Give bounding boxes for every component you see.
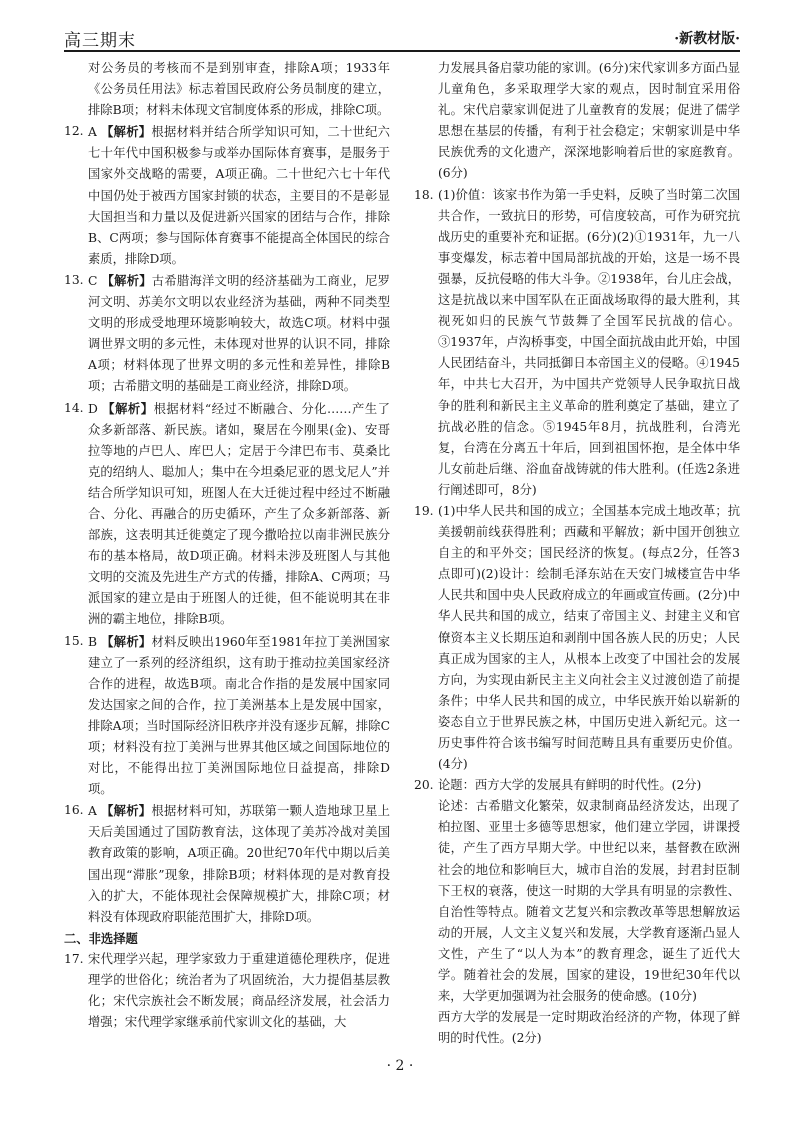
section-heading: 二、非选择题 [64,930,138,946]
conclusion-text: 西方大学的发展是一定时期政治经济的产物，体现了鲜明的时代性。(2分) [438,1010,740,1046]
answer-choice: C [88,273,98,288]
analysis-text: 古希腊海洋文明的经济基础为工商业，尼罗河文明、苏美尔文明以农业经济为基础，两种不同类型文明的形成受地理环境影响较大，故选C项。材料中强调世界文明的多元性，未体现对世界的认识不同，排除A项；材料体现了世界文明的多元性和差异性，排除B项；古希腊文明的基础是工商业经济，排除D项。 [88,273,390,394]
header-edition: ·新教材版· [674,31,740,47]
analysis-tag: 【解析】 [101,124,152,140]
answer-12 [64,121,390,270]
answer-text: (1)中华人民共和国的成立；全国基本完成土地改革；抗美援朝前线获得胜利；西藏和平解放；新中国开创独立自主的和平外交；国民经济的恢复。(每点2分，任答3点即可)(2)设计：绘制毛泽东站在天安门城楼宣告中华人民共和国中央人民政府成立的年画或宣传画。(2分)中华人民共和国的成立，结束了帝国主义、封建主义和官僚资本主义长期压迫和剥削中国各族人民的历史；人民真正成为国家的主人，从根本上改变了中国社会的发展方向，为实现由新民主主义向社会主义过渡创造了前提条件；中华人民共和国的成立，中华民族开始以崭新的姿态自立于世界民族之林，中国历史进入新纪元。这一历史事件符合该书编写时间范畴且具有重要历史价值。(4分) [438,503,740,772]
question-number: 12. [64,124,84,139]
answer-text: (1)价值：该家书作为第一手史料，反映了当时第二次国共合作，一致抗日的形势，可信度较高，可作为研究抗战历史的重要补充和证据。(6分)(2)①1931年，九一八事变爆发，标志着中国局部抗战的开始，这是一场不畏强暴，反抗侵略的伟大斗争。②1938年，台儿庄会战，这是抗战以来中国军队在正面战场取得的最大胜利，其视死如归的民族气节鼓舞了全国军民抗战的信心。③1937年，卢沟桥事变，中国全面抗战由此开始，中国人民团结奋斗，共同抵御日本帝国主义的侵略。④1945年，中共七大召开，为中国共产党领导人民争取抗日战争的胜利和新民主主义革命的胜利奠定了基础，建立了抗战必胜的信念。⑤1945年8月，抗战胜利，台湾光复，台湾在分离五十年后，回到祖国怀抱，是全体中华儿女前赴后继、浴血奋战铸就的伟大胜利。(任选2条进行阐述即可，8分) [438,187,740,497]
answer-18 [414,185,740,501]
analysis-tag: 【解析】 [102,400,154,416]
right-column [414,58,740,1049]
analysis-tag: 【解析】 [101,633,152,649]
page-header [64,26,740,52]
question-number: 14. [64,400,84,415]
argument-text: 论述：古希腊文化繁荣，奴隶制商品经济发达，出现了柏拉图、亚里士多德等思想家，他们建立学园，讲课授徒，产生了西方早期大学。中世纪以来，基督教在欧洲社会的地位和影响巨大，城市自治的发展，封君封臣制下王权的衰落，使这一时期的大学具有明显的宗教性、自治性等特点。随着文艺复兴和宗教改革等思想解放运动的开展，人文主义复兴和发展，大学教育逐渐凸显人文性，产生了“以人为本”的教育理念，诞生了近代大学。随着社会的发展，国家的建设，19世纪30年代以来，大学更加强调为社会服务的使命感。(10分) [438,799,740,1004]
analysis-tag: 【解析】 [101,272,152,288]
question-number: 16. [64,803,84,818]
question-number: 13. [64,272,84,287]
answer-choice: D [88,401,98,416]
analysis-text: 根据材料并结合所学知识可知，二十世纪六七十年代中国积极参与或举办国际体育赛事，是服务于国家外交战略的需要，A项正确。二十世纪六七十年代中国仍处于被西方国家封锁的状态，主要目的不是彰显大国担当和力量以及促进新兴国家的团结与合作，排除B、C两项；参与国际体育赛事不能提高全体国民的综合素质，排除D项。 [88,125,390,266]
answer-14 [64,398,390,631]
answer-17-continuation: 力发展具备启蒙功能的家训。(6分)宋代家训多方面凸显儿童角色，多采取理学大家的观点，因时制宜采用俗礼。宋代启蒙家训促进了儿童教育的发展；促进了儒学思想在基层的传播，有利于社会稳定；宋朝家训是中华民族优秀的文化遗产，深深地影响着后世的家庭教育。(6分) [438,61,740,181]
header-title: 高三期末 [64,31,136,51]
answer-text: 宋代理学兴起，理学家致力于重建道德伦理秩序，促进理学的世俗化；统治者为了巩固统治，大力提倡基层教化；宋代宗族社会不断发展；商品经济发展，社会活力增强；宋代理学家继承前代家训文化的基础，大 [88,951,390,1030]
answer-choice: A [88,125,97,140]
analysis-text: 材料反映出1960年至1981年拉丁美洲国家建立了一系列的经济组织，这有助于推动拉美国家经济合作的进程，故选B项。南北合作指的是发展中国家同发达国家之间的合作，拉丁美洲基本上是发展中国家，排除A项；当时国际经济旧秩序并没有逐步瓦解，排除C项；材料没有拉丁美洲与世界其他区域之间国际地位的对比，不能得出拉丁美洲国际地位日益提高，排除D项。 [88,634,390,797]
question-number: 17. [64,951,84,966]
answer-16 [64,800,390,928]
answer-19 [414,501,740,775]
answer-11-continuation: 对公务员的考核而不是到别审查，排除A项；1933年《公务员任用法》标志着国民政府公务员制度的建立，排除B项；材料未体现文官制度体系的形成，排除C项。 [88,61,390,118]
analysis-text: 根据材料可知，苏联第一颗人造地球卫星上天后美国通过了国防教育法，这体现了美苏冷战对美国教育政策的影响，A项正确。20世纪70年代中期以后美国出现“滞胀”现象，排除B项；材料体现的是对教育投入的扩大，不能体现社会保障规模扩大，排除C项；材料没有体现政府职能范围扩大，排除D项。 [88,804,390,924]
answer-choice: B [88,634,98,649]
question-number: 19. [414,503,434,518]
answer-15 [64,631,390,801]
answer-choice: A [88,804,97,819]
answer-20 [414,775,740,1049]
question-number: 15. [64,633,84,648]
question-number: 20. [414,778,434,793]
thesis-text: 论题：西方大学的发展具有鲜明的时代性。(2分) [438,778,702,793]
analysis-tag: 【解析】 [101,803,152,819]
answer-17 [64,949,390,1033]
analysis-text: 根据材料“经过不断融合、分化……产生了众多新部落、新民族。诸如，聚居在今刚果(金)、安哥拉等地的卢巴人、库巴人；定居于今津巴布韦、莫桑比克的绍纳人、聪加人；集中在今坦桑尼亚的恩戈尼人”并结合所学知识可知，班图人在大迁徙过程中经过不断融合、分化、再融合的历史循环，产生了众多新部落、新部族，这表明其迁徙奠定了现今撒哈拉以南非洲民族分布的基本格局，故D项正确。材料未涉及班图人与其他文明的交流及先进生产方式的传播，排除A、C两项；马派国家的建立是由于班图人的迁徙，但不能说明其在非洲的霸主地位，排除B项。 [88,401,390,627]
left-column [64,58,390,1033]
answer-13 [64,270,390,398]
page-number: · 2 · [386,1058,414,1074]
question-number: 18. [414,187,434,202]
